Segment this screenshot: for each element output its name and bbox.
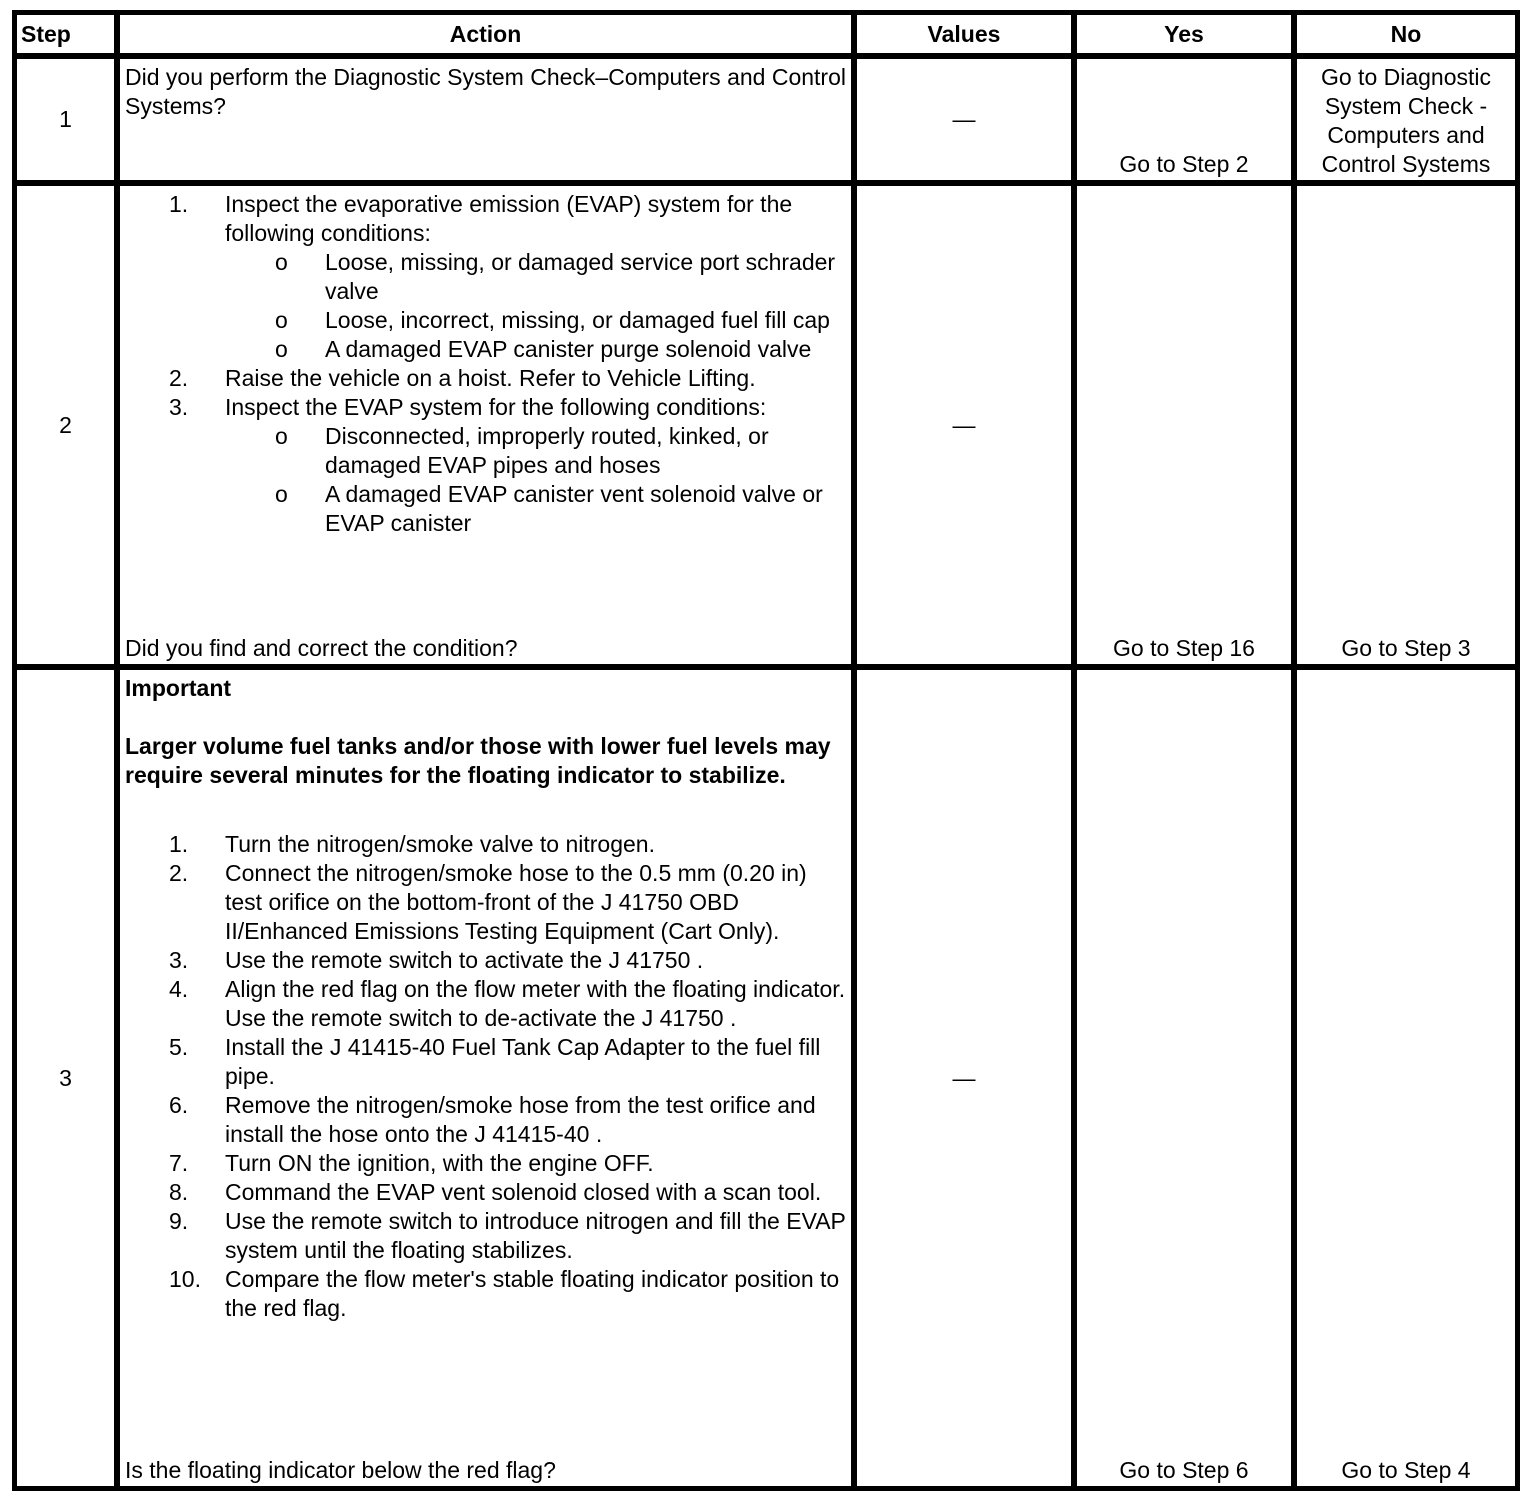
- table-row-step-2: [14, 183, 1518, 667]
- action-question: Is the floating indicator below the red flag?: [125, 1457, 556, 1483]
- item-text: Use the remote switch to activate the J 41750 .: [225, 947, 704, 973]
- item-number: 9.: [169, 1208, 189, 1234]
- condition-list: [225, 248, 846, 364]
- item-number: 3.: [169, 947, 189, 973]
- yes-cell: Go to Step 16: [1074, 183, 1294, 667]
- list-item: [225, 422, 846, 480]
- item-text: Disconnected, improperly routed, kinked, or damaged EVAP pipes and hoses: [325, 423, 769, 478]
- item-number: 1.: [169, 191, 189, 217]
- header-no: No: [1294, 12, 1518, 56]
- list-item: [125, 975, 846, 1033]
- item-text: Align the red flag on the flow meter with the floating indicator. Use the remote switch to de-activate the J 41750 .: [225, 976, 846, 1031]
- action-cell: [117, 667, 854, 1489]
- list-item: [125, 1207, 846, 1265]
- important-note: Larger volume fuel tanks and/or those with lower fuel levels may require several minutes for the floating indicator to stabilize.: [125, 733, 831, 788]
- item-text: Use the remote switch to introduce nitrogen and fill the EVAP system until the floating stabilizes.: [225, 1208, 846, 1263]
- instruction-list: [125, 830, 846, 1323]
- item-text: Turn the nitrogen/smoke valve to nitrogen.: [225, 831, 655, 857]
- list-item: [225, 248, 846, 306]
- item-text: A damaged EVAP canister vent solenoid valve or EVAP canister: [325, 481, 823, 536]
- item-text: Remove the nitrogen/smoke hose from the test orifice and install the hose onto the J 41415-40 .: [225, 1092, 816, 1147]
- step-number: 3: [14, 667, 117, 1489]
- instruction-list: [125, 190, 846, 538]
- item-text: Turn ON the ignition, with the engine OFF.: [225, 1150, 654, 1176]
- action-question: Did you perform the Diagnostic System Check–Computers and Control Systems?: [125, 64, 846, 119]
- item-number: 3.: [169, 394, 189, 420]
- item-text: Inspect the evaporative emission (EVAP) system for the following conditions:: [225, 191, 793, 246]
- item-text: Inspect the EVAP system for the following conditions:: [225, 394, 767, 420]
- list-item: [225, 480, 846, 538]
- yes-cell: Go to Step 6: [1074, 667, 1294, 1489]
- action-content: [125, 190, 846, 663]
- list-item: [125, 1091, 846, 1149]
- diagnostic-table: [12, 10, 1520, 1491]
- item-text: A damaged EVAP canister purge solenoid valve: [325, 336, 812, 362]
- item-text: Loose, missing, or damaged service port schrader valve: [325, 249, 836, 304]
- item-text: Compare the flow meter's stable floating indicator position to the red flag.: [225, 1266, 840, 1321]
- list-item: [225, 306, 846, 335]
- step-number: 1: [14, 56, 117, 183]
- item-text: Connect the nitrogen/smoke hose to the 0.5 mm (0.20 in) test orifice on the bottom-front of the J 41750 OBD II/Enhanced Emissions Testing Equipment (Cart Only).: [225, 860, 807, 944]
- table-row-step-1: [14, 56, 1518, 183]
- no-cell: Go to Step 3: [1294, 183, 1518, 667]
- values-cell: —: [854, 56, 1074, 183]
- list-item: [125, 1265, 846, 1323]
- condition-list: [225, 422, 846, 538]
- bullet-icon: o: [275, 249, 288, 275]
- header-action: Action: [117, 12, 854, 56]
- list-item: [125, 1178, 846, 1207]
- bullet-icon: o: [275, 307, 288, 333]
- item-number: 6.: [169, 1092, 189, 1118]
- list-item: [125, 1149, 846, 1178]
- list-item: [125, 1033, 846, 1091]
- header-values: Values: [854, 12, 1074, 56]
- list-item: [125, 364, 846, 393]
- item-text: Install the J 41415-40 Fuel Tank Cap Adapter to the fuel fill pipe.: [225, 1034, 821, 1089]
- bullet-icon: o: [275, 423, 288, 449]
- list-item: [125, 393, 846, 538]
- no-cell: Go to Diagnostic System Check - Computers and Control Systems: [1294, 56, 1518, 183]
- item-number: 2.: [169, 365, 189, 391]
- header-row: [14, 12, 1518, 56]
- values-cell: —: [854, 667, 1074, 1489]
- action-cell: [117, 56, 854, 183]
- no-cell: Go to Step 4: [1294, 667, 1518, 1489]
- list-item: [125, 830, 846, 859]
- header-yes: Yes: [1074, 12, 1294, 56]
- action-question: Did you find and correct the condition?: [125, 635, 518, 661]
- list-item: [125, 946, 846, 975]
- action-cell: [117, 183, 854, 667]
- list-item: [125, 859, 846, 946]
- item-number: 5.: [169, 1034, 189, 1060]
- item-number: 10.: [169, 1266, 201, 1292]
- values-cell: —: [854, 183, 1074, 667]
- list-item: [125, 190, 846, 364]
- item-number: 2.: [169, 860, 189, 886]
- item-number: 1.: [169, 831, 189, 857]
- table-row-step-3: [14, 667, 1518, 1489]
- item-text: Command the EVAP vent solenoid closed with a scan tool.: [225, 1179, 822, 1205]
- bullet-icon: o: [275, 336, 288, 362]
- yes-cell: Go to Step 2: [1074, 56, 1294, 183]
- step-number: 2: [14, 183, 117, 667]
- header-step: Step: [14, 12, 117, 56]
- item-number: 8.: [169, 1179, 189, 1205]
- item-number: 4.: [169, 976, 189, 1002]
- item-text: Raise the vehicle on a hoist. Refer to Vehicle Lifting.: [225, 365, 756, 391]
- item-number: 7.: [169, 1150, 189, 1176]
- list-item: [225, 335, 846, 364]
- item-text: Loose, incorrect, missing, or damaged fuel fill cap: [325, 307, 830, 333]
- important-label: Important: [125, 675, 232, 701]
- bullet-icon: o: [275, 481, 288, 507]
- action-content: [125, 674, 846, 1485]
